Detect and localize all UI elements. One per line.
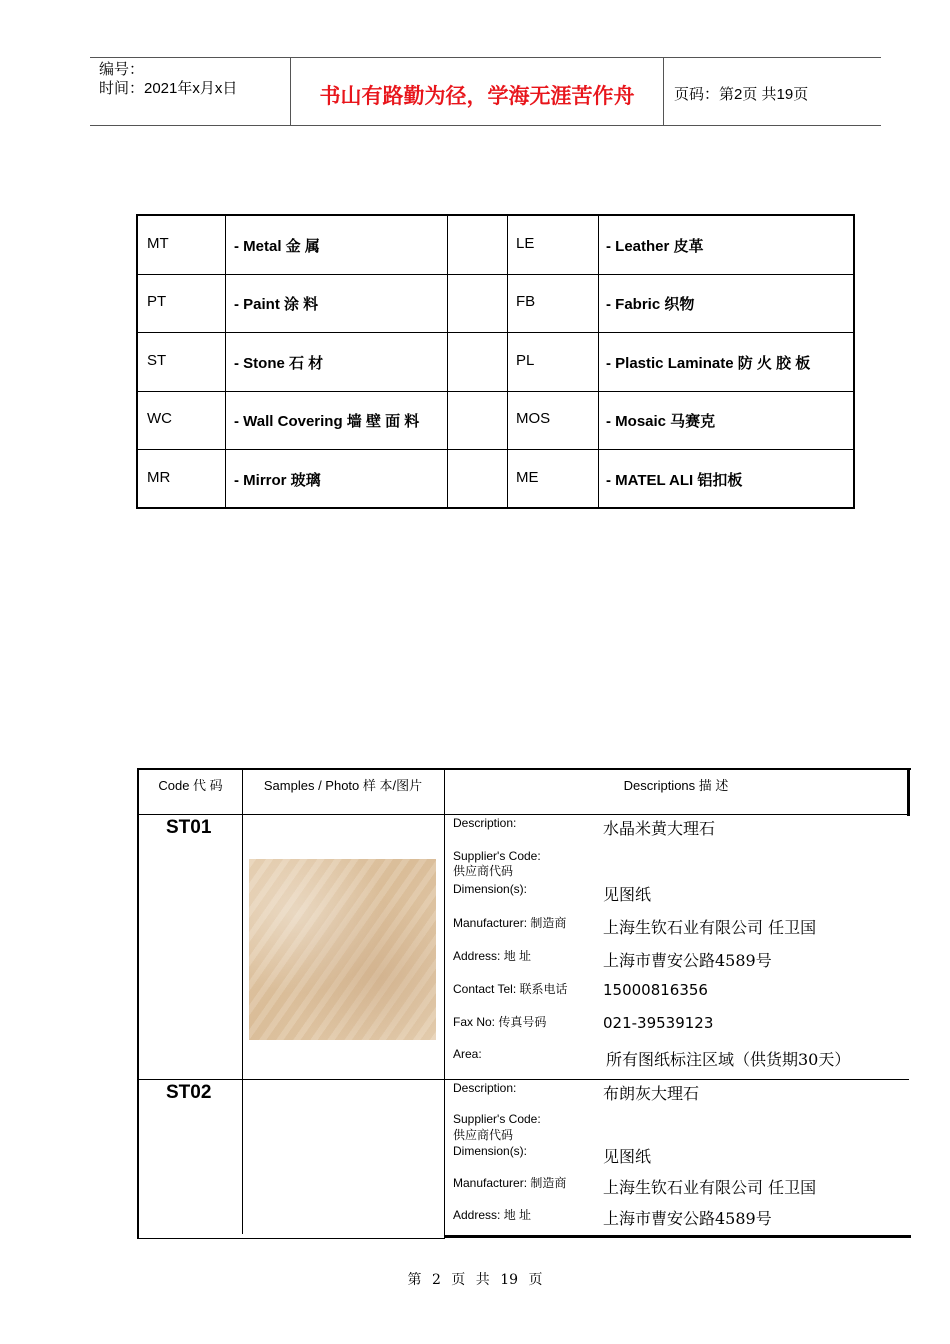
table-border bbox=[444, 768, 445, 1239]
table-border bbox=[137, 768, 911, 770]
value-description: 水晶米黄大理石 bbox=[603, 819, 716, 838]
material-code-table bbox=[136, 214, 855, 509]
code-cell: ST bbox=[147, 352, 167, 369]
desc-cell: - Stone 石 材 bbox=[234, 355, 324, 372]
item-code: ST01 bbox=[166, 817, 212, 838]
table-border bbox=[137, 768, 139, 1239]
page-footer: 第 2 页 共 19 页 bbox=[407, 1272, 543, 1288]
label-address: Address: 地 址 bbox=[453, 1208, 532, 1222]
value-manufacturer: 上海生钦石业有限公司 任卫国 bbox=[603, 918, 817, 937]
header-meta bbox=[90, 58, 291, 125]
value-address: 上海市曹安公路4589号 bbox=[603, 951, 772, 970]
value-tel: 15000816356 bbox=[603, 981, 708, 999]
value-manufacturer: 上海生钦石业有限公司 任卫国 bbox=[603, 1178, 817, 1197]
item-code: ST02 bbox=[166, 1082, 212, 1103]
table-row bbox=[138, 333, 853, 392]
desc-cell: - Mosaic 马赛克 bbox=[606, 413, 716, 430]
code-cell: PL bbox=[516, 352, 535, 369]
motto: 书山有路勤为径，学海无涯苦作舟 bbox=[319, 83, 635, 108]
value-description: 布朗灰大理石 bbox=[603, 1084, 700, 1103]
header-motto-cell bbox=[291, 58, 664, 125]
code-cell: FB bbox=[516, 293, 536, 310]
table-border bbox=[242, 768, 243, 1234]
code-cell: MR bbox=[147, 469, 171, 486]
label-tel: Contact Tel: 联系电话 bbox=[453, 982, 568, 996]
table-border bbox=[137, 1079, 909, 1080]
date-line: 时间：2021年x月x日 bbox=[99, 80, 238, 97]
code-cell: LE bbox=[516, 235, 535, 252]
header-code: Code 代 码 bbox=[158, 778, 223, 793]
desc-cell: - Plastic Laminate 防 火 胶 板 bbox=[606, 355, 811, 372]
marble-sample-image bbox=[249, 859, 436, 1040]
label-fax: Fax No: 传真号码 bbox=[453, 1015, 547, 1029]
desc-cell: - Wall Covering 墙 壁 面 料 bbox=[234, 413, 420, 430]
label-supplier: Supplier's Code: bbox=[453, 849, 541, 863]
table-border bbox=[137, 814, 909, 815]
label-description: Description: bbox=[453, 1081, 517, 1095]
header-samples: Samples / Photo 样 本/图片 bbox=[263, 778, 423, 793]
table-row bbox=[138, 216, 853, 275]
desc-cell: - Leather 皮革 bbox=[606, 238, 704, 255]
label-dimension: Dimension(s): bbox=[453, 882, 528, 896]
value-address: 上海市曹安公路4589号 bbox=[603, 1209, 772, 1228]
page-info: 页码：第2页 共19页 bbox=[674, 86, 809, 103]
label-description: Description: bbox=[453, 816, 517, 830]
code-cell: PT bbox=[147, 293, 167, 310]
label-area: Area: bbox=[453, 1047, 482, 1061]
code-cell: MOS bbox=[516, 410, 551, 427]
header-descriptions: Descriptions 描 述 bbox=[623, 778, 729, 793]
table-border bbox=[907, 768, 910, 816]
number-label: 编号： bbox=[99, 61, 145, 78]
desc-cell: - Mirror 玻璃 bbox=[234, 472, 321, 489]
value-area: 所有图纸标注区域（供货期30天） bbox=[606, 1050, 851, 1069]
table-row bbox=[138, 274, 853, 333]
desc-cell: - Fabric 织物 bbox=[606, 296, 695, 313]
desc-cell: - Paint 涂 料 bbox=[234, 296, 319, 313]
label-supplier-cn: 供应商代码 bbox=[453, 864, 514, 878]
code-cell: ME bbox=[516, 469, 539, 486]
label-manufacturer: Manufacturer: 制造商 bbox=[453, 1176, 567, 1190]
label-supplier: Supplier's Code: bbox=[453, 1112, 541, 1126]
value-fax: 021-39539123 bbox=[603, 1014, 714, 1032]
table-row bbox=[138, 391, 853, 450]
value-dimension: 见图纸 bbox=[603, 885, 652, 904]
label-manufacturer: Manufacturer: 制造商 bbox=[453, 916, 567, 930]
desc-cell: - Metal 金 属 bbox=[234, 238, 320, 255]
table-border bbox=[137, 1238, 444, 1239]
page-header bbox=[90, 57, 881, 126]
value-dimension: 见图纸 bbox=[603, 1147, 652, 1166]
table-row bbox=[138, 450, 853, 508]
material-spec-table bbox=[136, 768, 911, 1239]
label-supplier-cn: 供应商代码 bbox=[453, 1128, 514, 1142]
label-address: Address: 地 址 bbox=[453, 949, 532, 963]
code-cell: MT bbox=[147, 235, 169, 252]
table-border bbox=[444, 1235, 911, 1238]
label-dimension: Dimension(s): bbox=[453, 1144, 528, 1158]
code-cell: WC bbox=[147, 410, 172, 427]
desc-cell: - MATEL ALI 铝扣板 bbox=[606, 472, 743, 489]
